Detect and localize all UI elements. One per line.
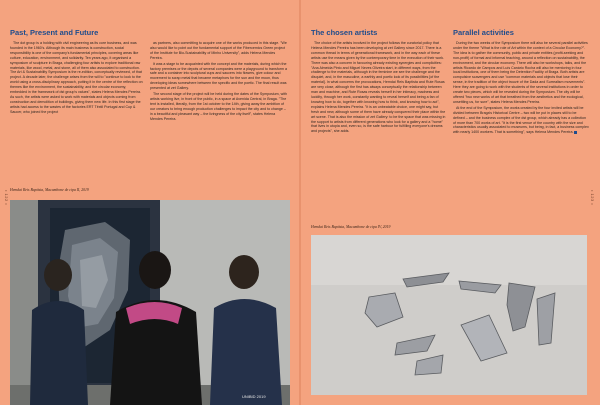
photo-watermark: UNIBID 2019: [242, 394, 266, 399]
left-col2-para-3: The second stage of the project will be held during the dates of the Symposium, with artists working live, in front of the public, in a space at Avenida Central, in Braga. "The tent is installed, literally, from the 1st october to the 14th, giving away the ambition of our creators to bring enough production challenges to impact the city and to change – in a beautiful and pleasant way – the livingness of the city itself", states Helena Mendes Pereira.: [150, 92, 288, 121]
left-caption-artist: Hemdai Reis Baptista,: [10, 188, 45, 192]
right-heading-artists: The chosen artists: [311, 28, 378, 37]
gallery-scene-illustration: [10, 200, 290, 405]
parallel-para-2: [453, 106, 589, 135]
left-caption-title: Macambone de cipa II,: [45, 188, 81, 192]
left-heading: Past, Present and Future: [10, 28, 99, 37]
right-column-parallel: [453, 41, 589, 136]
parallel-para-2-text: At the end of the Symposium, the works created by the four invited artists will be divided between Braga's Historical Centre – two will be put in places still to be defined – and the business complex of the dst group, which already has a collection of more than 700 works of art. "It is the first venue of the country with the size and characteristics usually associated to museums, but being, in fact, a business complex with nearly 1400 workers. That is something", says Helena Mendes Pereira.: [453, 105, 589, 135]
artists-para: The choice of the artists involved in the project follows the curatorial policy that Helena Mendes Pereira has been developing at zet Gallery since 2017. There is a common thread in terms of generational framework, and in the way each of these artists use the means given by the contemporary time in the execution of their work. There was also a concern in favouring already existing synergies and complicities: "Ana Almeida Pinto and Miguel Neves Oliveira start, in different ways, from the challenge to the materials, although in the feminine we see the challenge and the disquiet, and, in the masculine, a earthly and poetic look of its possibilities [of the material]. In what concerns the provocations, Hemdai Reis Baptista and Rute Rosas are very close, although the first has always conceptually the relationship between man and machine, and Rute Rosas reveals herself in her intimacy, madness and lucidity, through her work, constantly wanting to reveal herself and being a fan of knowing how to do, together with knowing how to think, and knowing how to act", explains Helena Mendes Pereira. "It is an unbeatable choice, one might say, but fresh and new, although some of them have already conquered their place within the art scene. That is also the mission of zet Gallery: to be the space that was missing in the support to artists from different generations who look for a gallery and a "home" that lives in utopia and, even so, is the safe harbour for fulfilling everyone's dreams and projects", she adds.: [311, 41, 446, 134]
left-col2-para-2: It was a stage to be acquainted with the concept and the materials, during which the factory premises or the depots of several companies were a playground to transform a safe and a container into sculptural cups and saucers into flowers, give colour and movement to scrap metal that became metaphors for the sun and the moon, thus developing ideas somewhere between the specific and the poetic. The final result was presented at zet Gallery.: [150, 61, 288, 91]
left-page-folio: • 122 •: [4, 190, 9, 206]
right-column-artists: [311, 41, 447, 135]
right-caption-year: 2019: [382, 225, 391, 229]
left-column-2: [150, 41, 288, 123]
left-col2-para-1: as partners, also committing to acquire one of the works produced in this stage. "We also would like to point out the fundamental support of the Fibercemics Green project of the Institute for Bio-Sustainability of Minho University", adds Helena Mendes Pereira.: [150, 41, 287, 60]
sculpture-installation-illustration: [311, 235, 587, 395]
right-caption-title: Macambone de cipa IV,: [346, 225, 382, 229]
right-heading-parallel: Parallel activities: [453, 28, 514, 37]
right-page-folio: • 123 •: [590, 190, 595, 206]
left-caption-year: 2019: [81, 188, 89, 192]
right-photo-caption: [311, 225, 390, 229]
page-gutter: [299, 0, 301, 405]
gallery-visitors-photo: [10, 200, 290, 405]
right-caption-artist: Hemdai Reis Baptista,: [311, 225, 346, 229]
left-column-1: [10, 41, 143, 116]
left-col1-para: The dot group is a holding with civil engineering as its core business, and was founded in the 1960's. Although its main business is construction, social responsibility is one of the company's fundamental principles, covering areas like culture, education, environment, and solidarity. Ten years ago, it organised a symposium of sculpture in Braga, challenging four artists to explore traditional raw materials, like wood, metal, and stone, all of them also associated to construction. The Art & Sustainability Symposium is the re-edition, conceptually reviewed, of that project. A decade later, the challenge arises from the will to "continue to look to the world using a cross-disciplinary approach, putting it in the centre of the reflection on themes like the environment, the sustainability, and the circular economy, embedded in the framework of dst group's values", states Helena Mendes Pereira. As such, the artists were asked to work with materials and objects coming from construction and demolition of buildings, giving them new life. In this first stage the artists had access to the wastes of the factories ERT Têxtil Portugal and Cup & Saucer, who joined the project: [10, 41, 143, 114]
parallel-para-1: During the two weeks of the Symposium there will also be several parallel activities under the theme "What is the role of Art within the context of a Circular Economy?". The idea is to gather the community, public and private entities (profit-seeking and non-profit) of formal and informal teaching, around a reflection on sustainability, the environment, and the circular economy. There will also be workshops, talks, and the artists Ricardo de Campos and Luís Canário Rocha will also be mentoring in four local institutions, one of them being the Detention Facility of Braga. Both artists are compulsive scavengers and use "common materials and objects that lose their sense, in the tradition of the object trouvé of the Dada and Surrealism movements". Here they are going to work with the students of the several institutions in order to create two pieces, which will be revealed during the Symposium. The city will be offered "two new works of art that breathed from the aesthetics and the ecological, unsettling us, for sure", states Helena Mendes Pereira.: [453, 41, 588, 104]
left-photo-caption: [10, 188, 89, 192]
end-mark: [574, 131, 577, 134]
sculpture-wall-photo: [311, 235, 587, 395]
